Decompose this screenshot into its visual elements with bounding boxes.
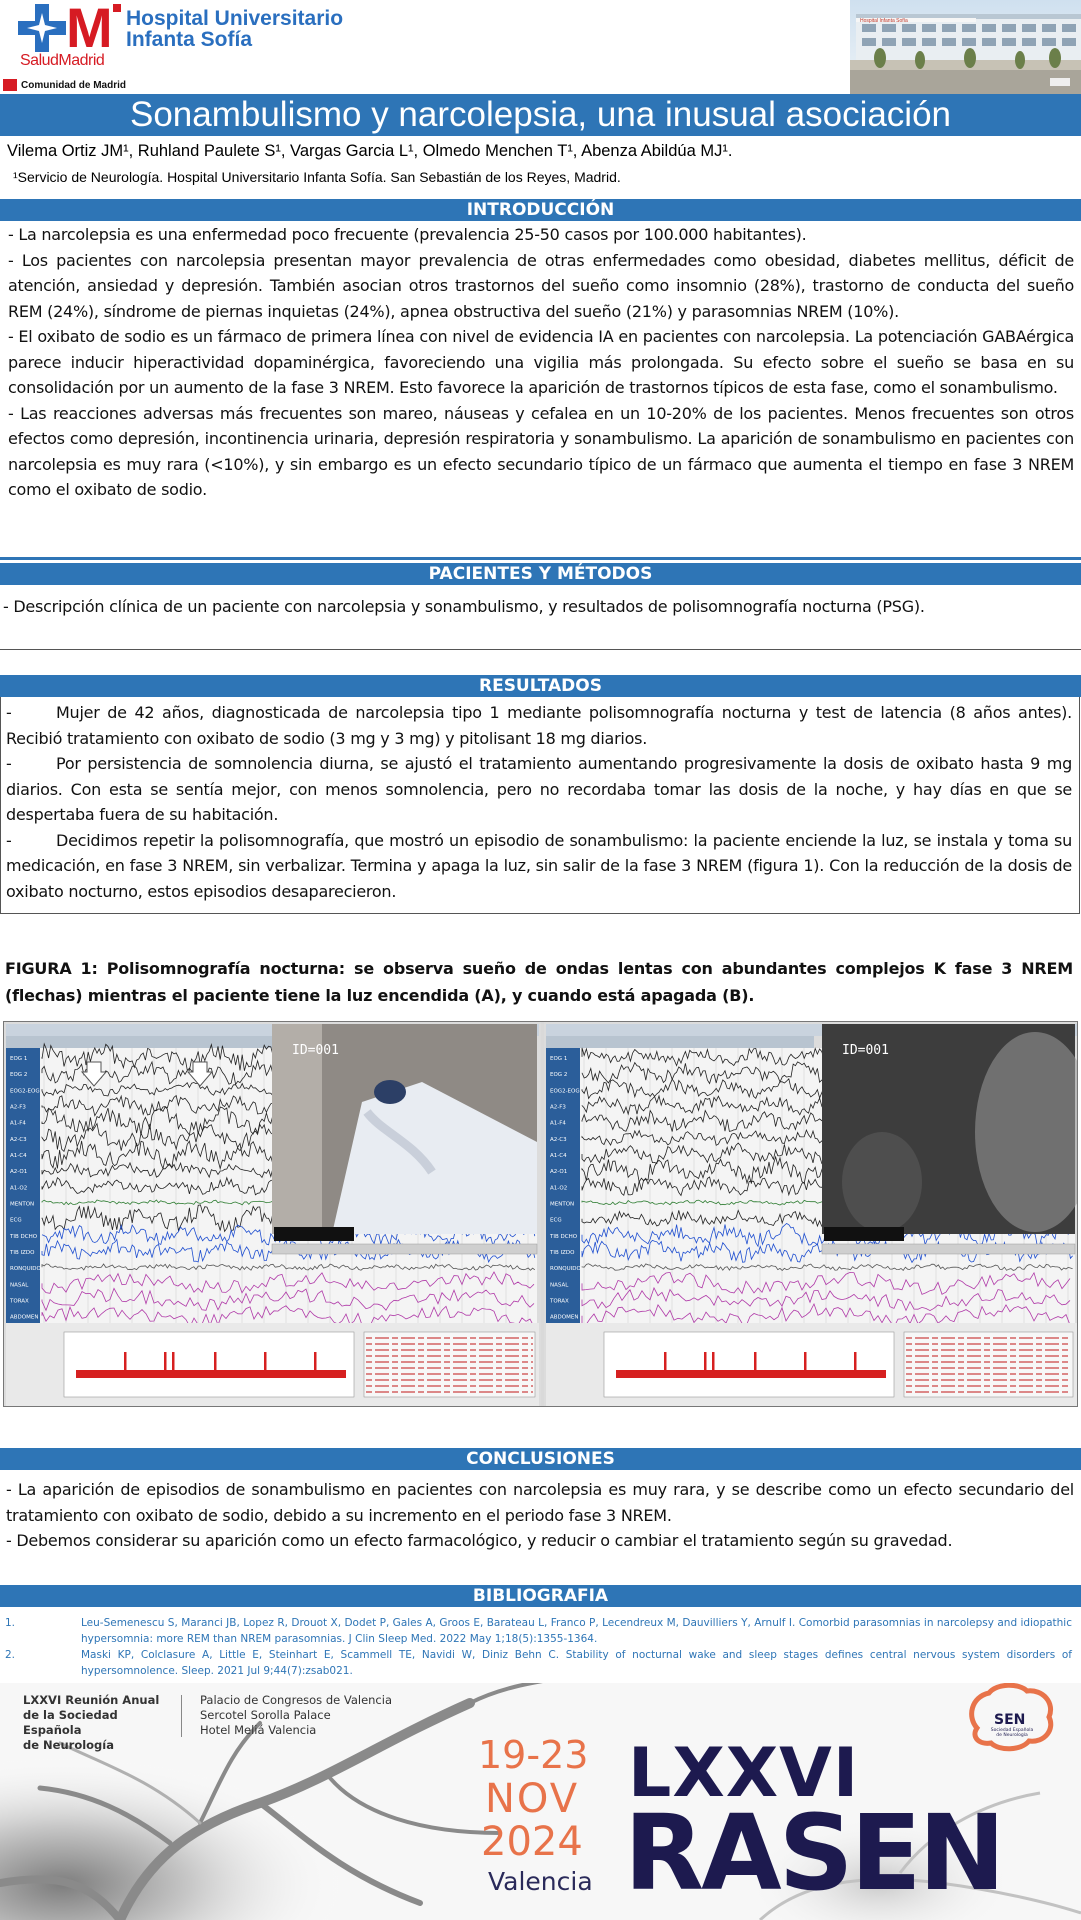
rasen-wordmark: RASEN bbox=[624, 1792, 1003, 1914]
hypnogram-spike bbox=[712, 1352, 715, 1374]
channel-label: A2-F3 bbox=[10, 1104, 26, 1111]
results-body bbox=[6, 700, 1072, 904]
figure-caption: FIGURA 1: Polisomnografía nocturna: se observa sueño de ondas lentas con abundantes complejos K fase 3 NREM (flechas) mientras el paciente tiene la luz encendida (A), y cuando está apagada (B). bbox=[5, 959, 1073, 1005]
channel-label: MENTON bbox=[550, 1201, 575, 1208]
venue-list bbox=[200, 1693, 400, 1738]
video-controls bbox=[824, 1227, 904, 1241]
results-item-text: Por persistencia de somnolencia diurna, se ajustó el tratamiento aumentando progresivamente la dosis de oxibato hasta 9 mg diarios. Con esta se sentía mejor, con menos somnolencia, pero no recordaba tomar las dosis de la noche, y hay días en que se despertaba fuera de su habitación. bbox=[6, 754, 1072, 824]
results-item bbox=[6, 751, 1072, 828]
results-item-text: Decidimos repetir la polisomnografía, que mostró un episodio de sonambulismo: la paciente enciende la luz, se instala y toma su medicación, en fase 3 NREM, sin verbalizar. Termina y apaga la luz, sin salir de la fase 3 NREM (figura 1). Con la reducción de la dosis de oxibato nocturno, estos episodios desaparecieron. bbox=[6, 830, 1072, 901]
medical-cross-icon bbox=[18, 4, 66, 52]
intro-paragraph: - El oxibato de sodio es un fármaco de primera línea con nivel de evidencia IA en pacientes con narcolepsia. La potenciación GABAérgica parece inducir hiperactividad dopaminérgica, favoreciendo una vigilia más prolongada. Su efecto sobre el sueño se basa en su consolidación por un aumento de la fase 3 NREM. Esto favorece la aparición de trastornos típicos de esta fase, como el sonambulismo. bbox=[8, 327, 1074, 397]
congress-year: 2024 bbox=[481, 1819, 583, 1865]
conclusions-paragraph: - La aparición de episodios de sonambulismo en pacientes con narcolepsia es muy rara, y se describe como un efecto secundario del tratamiento con oxibato de sodio, debido a su incremento en el periodo fase 3 NREM. bbox=[6, 1480, 1074, 1525]
hypnogram-spike bbox=[704, 1352, 707, 1374]
channel-label: A1-O2 bbox=[550, 1185, 568, 1192]
congress-month: NOV bbox=[485, 1776, 580, 1822]
channel-label: EOG 2 bbox=[550, 1072, 568, 1079]
channel-label: A1-C4 bbox=[550, 1152, 567, 1159]
results-dash: - bbox=[6, 830, 12, 850]
channel-label: NASAL bbox=[10, 1282, 29, 1289]
channel-label: TIB DCHO bbox=[550, 1233, 578, 1240]
channel-label: TIB IZDO bbox=[550, 1250, 575, 1257]
toolbar bbox=[546, 1036, 814, 1048]
sen-logo-subtitle: Sociedad Española de Neurología bbox=[990, 1728, 1034, 1738]
channel-label: EOG 1 bbox=[10, 1055, 28, 1062]
congress-city: Valencia bbox=[488, 1867, 593, 1896]
hypnogram-spike bbox=[172, 1352, 175, 1374]
channel-label: TORAX bbox=[550, 1298, 569, 1305]
section-divider bbox=[0, 557, 1081, 560]
video-shadow bbox=[842, 1132, 922, 1232]
video-patient-head bbox=[374, 1080, 406, 1104]
meeting-name bbox=[23, 1693, 173, 1753]
channel-label: A1-O2 bbox=[10, 1185, 28, 1192]
meeting-line: LXXVI Reunión Anual bbox=[23, 1693, 160, 1707]
hypnogram-bar bbox=[76, 1370, 346, 1378]
channel-label: EOG 2 bbox=[10, 1072, 28, 1079]
conclusions-paragraph: - Debemos considerar su aparición como un efecto farmacológico, y reducir o cambiar el tratamiento según su gravedad. bbox=[6, 1531, 953, 1550]
venue-line: Sercotel Sorolla Palace bbox=[200, 1708, 331, 1722]
hospital-name-line1: Hospital Universitario bbox=[126, 7, 344, 30]
channel-label: EOG2-EOG bbox=[550, 1088, 580, 1095]
channel-label: A2-C3 bbox=[550, 1136, 567, 1143]
hypnogram-spike bbox=[314, 1352, 317, 1374]
bibliography-text: Leu-Semenescu S, Maranci JB, Lopez R, Drouot X, Dodet P, Gales A, Groos E, Barateau L, Franco P, Lecendreux M, Dauvilliers Y, Arnulf I. Comorbid parasomnias in narcolepsy and idiopathic hypersomnia: more REM than NREM parasomnias. J Clin Sleep Med. 2022 May 1;18(5):1355-1364. bbox=[81, 1617, 1072, 1645]
video-inset bbox=[272, 1024, 537, 1254]
channel-label: A1-F4 bbox=[550, 1120, 566, 1127]
video-toolbar bbox=[822, 1244, 1075, 1254]
channel-label: ABDOMEN bbox=[10, 1314, 39, 1321]
channel-label: A1-C4 bbox=[10, 1152, 27, 1159]
section-heading-bibliografia: BIBLIOGRAFIA bbox=[0, 1585, 1081, 1607]
sen-logo-text: SEN bbox=[994, 1712, 1026, 1728]
video-id-label: ID=001 bbox=[292, 1043, 339, 1058]
hypnogram-spike bbox=[804, 1352, 807, 1374]
meeting-line: de Neurología bbox=[23, 1738, 114, 1752]
venue-separator bbox=[181, 1695, 182, 1737]
results-item bbox=[6, 700, 1072, 751]
event-table bbox=[904, 1332, 1073, 1397]
bibliography-text: Maski KP, Colclasure A, Little E, Steinhart E, Scammell TE, Navidi W, Diniz Behn C. Stability of nocturnal wake and sleep stages defines central nervous system disorders of hypersomnolence. Sleep. 2021 Jul 9;44(7):zsab021. bbox=[81, 1649, 1072, 1677]
psg-figure bbox=[3, 1021, 1078, 1407]
hypnogram-spike bbox=[164, 1352, 167, 1374]
comunidad-madrid-icon bbox=[3, 79, 17, 91]
bibliography-number: 1. bbox=[5, 1617, 16, 1629]
hypnogram-panel bbox=[64, 1332, 354, 1397]
salud-madrid-label: SaludMadrid bbox=[20, 52, 105, 69]
section-heading-introduccion: INTRODUCCIÓN bbox=[0, 199, 1081, 221]
results-dash: - bbox=[6, 703, 12, 722]
section-heading-metodos: PACIENTES Y MÉTODOS bbox=[0, 563, 1081, 585]
channel-label: NASAL bbox=[550, 1282, 569, 1289]
channel-label: RONQUIDO bbox=[10, 1266, 41, 1273]
channel-label: RONQUIDO bbox=[550, 1266, 581, 1273]
video-inset bbox=[822, 1024, 1078, 1254]
madrid-star-icon bbox=[113, 4, 121, 12]
psg-panel-a bbox=[4, 1022, 541, 1407]
toolbar bbox=[6, 1036, 274, 1048]
bibliography-item bbox=[0, 1647, 1081, 1679]
psg-panel-b bbox=[544, 1022, 1078, 1407]
congress-date-range: 19-23 bbox=[478, 1733, 589, 1777]
venue-line: Palacio de Congresos de Valencia bbox=[200, 1693, 393, 1707]
bibliography-item bbox=[0, 1615, 1081, 1647]
author-list: Vilema Ortiz JM¹, Ruhland Paulete S¹, Vargas Garcia L¹, Olmedo Menchen T¹, Abenza Abildúa MJ¹. bbox=[7, 142, 733, 160]
video-controls bbox=[274, 1227, 354, 1241]
channel-label: TORAX bbox=[10, 1298, 29, 1305]
section-divider bbox=[0, 649, 1081, 650]
channel-label: MENTON bbox=[10, 1201, 35, 1208]
results-item bbox=[6, 828, 1072, 905]
hypnogram-panel bbox=[604, 1332, 894, 1397]
video-id-label: ID=001 bbox=[842, 1043, 889, 1058]
channel-label: TIB DCHO bbox=[10, 1233, 38, 1240]
bibliography-number: 2. bbox=[5, 1649, 16, 1661]
hypnogram-spike bbox=[754, 1352, 757, 1374]
section-heading-conclusiones: CONCLUSIONES bbox=[0, 1448, 1081, 1470]
intro-body bbox=[8, 222, 1074, 503]
event-table bbox=[364, 1332, 535, 1397]
channel-label: ECG bbox=[10, 1217, 22, 1224]
hospital-building-photo bbox=[850, 0, 1081, 94]
hypnogram-spike bbox=[854, 1352, 857, 1374]
affiliation: ¹Servicio de Neurología. Hospital Universitario Infanta Sofía. San Sebastián de los Reyes, Madrid. bbox=[13, 169, 621, 185]
hypnogram-spike bbox=[124, 1352, 127, 1374]
poster-header bbox=[0, 0, 1081, 94]
channel-label: EOG2-EOG bbox=[10, 1088, 40, 1095]
channel-label: A2-C3 bbox=[10, 1136, 27, 1143]
comunidad-label: Comunidad de Madrid bbox=[21, 80, 126, 91]
methods-body: - Descripción clínica de un paciente con narcolepsia y sonambulismo, y resultados de polisomnografía nocturna (PSG). bbox=[3, 597, 925, 616]
conclusions-body bbox=[6, 1477, 1074, 1554]
venue-line: Hotel Meliá Valencia bbox=[200, 1723, 317, 1737]
channel-label: A2-O1 bbox=[10, 1169, 28, 1176]
bibliography-list bbox=[0, 1615, 1081, 1679]
channel-label: ABDOMEN bbox=[550, 1314, 579, 1321]
channel-label: A2-F3 bbox=[550, 1104, 566, 1111]
hospital-name bbox=[126, 8, 343, 50]
results-dash: - bbox=[6, 754, 12, 773]
hospital-name-line2: Infanta Sofía bbox=[126, 28, 253, 51]
madrid-logo-letter: M bbox=[66, 0, 110, 59]
congress-footer bbox=[0, 1683, 1081, 1920]
channel-label: EOG 1 bbox=[550, 1055, 568, 1062]
building-sign: Hospital Infanta Sofía bbox=[860, 18, 908, 24]
poster-title: Sonambulismo y narcolepsia, una inusual asociación bbox=[0, 94, 1081, 136]
results-item-text: Mujer de 42 años, diagnosticada de narcolepsia tipo 1 mediante polisomnografía nocturna y test de latencia (8 años antes). Recibió tratamiento con oxibato de sodio (3 mg y 3 mg) y pitolisant 18 mg diarios. bbox=[6, 703, 1072, 748]
hypnogram-spike bbox=[214, 1352, 217, 1374]
section-heading-resultados: RESULTADOS bbox=[0, 675, 1081, 697]
channel-label: ECG bbox=[550, 1217, 562, 1224]
hypnogram-spike bbox=[264, 1352, 267, 1374]
hypnogram-spike bbox=[664, 1352, 667, 1374]
channel-label: TIB IZDO bbox=[10, 1250, 35, 1257]
intro-paragraph: - La narcolepsia es una enfermedad poco frecuente (prevalencia 25-50 casos por 100.000 habitantes). bbox=[8, 225, 807, 244]
video-toolbar bbox=[272, 1244, 537, 1254]
channel-label: A2-O1 bbox=[550, 1169, 568, 1176]
intro-paragraph: - Los pacientes con narcolepsia presentan mayor prevalencia de otras enfermedades como obesidad, diabetes mellitus, déficit de atención, ansiedad y depresión. También asocian otros trastornos del sueño como insomnio (28%), trastorno de conducta del sueño REM (24%), síndrome de piernas inquietas (24%), apnea obstructiva del sueño (21%) y parasomnias NREM (10%). bbox=[8, 250, 1074, 321]
meeting-line: de la Sociedad Española bbox=[23, 1708, 118, 1737]
channel-label: A1-F4 bbox=[10, 1120, 26, 1127]
congress-edition: LXXVI bbox=[628, 1734, 860, 1813]
intro-paragraph: - Las reacciones adversas más frecuentes son mareo, náuseas y cefalea en un 10-20% de los pacientes. Menos frecuentes son otros efectos como depresión, incontinencia urinaria, depresión respiratoria y sonambulismo. La aparición de sonambulismo en pacientes con narcolepsia es muy rara (<10%), y sin embargo es un efecto secundario típico de un fármaco que aumenta el tiempo en fase 3 NREM como el oxibato de sodio. bbox=[8, 403, 1074, 499]
hypnogram-bar bbox=[616, 1370, 886, 1378]
